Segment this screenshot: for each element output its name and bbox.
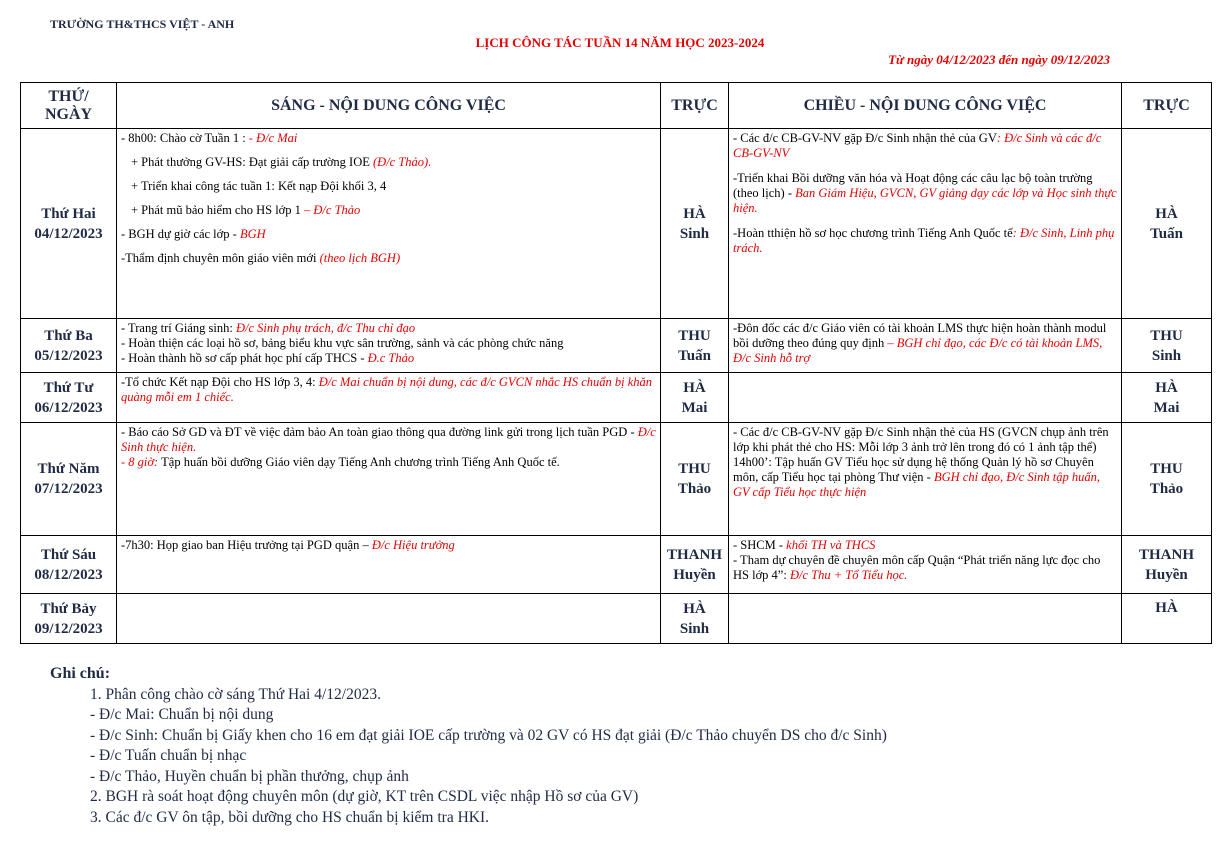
duty-name: Mai: [681, 399, 708, 416]
duty-name: Huyền: [1145, 566, 1188, 583]
duty-name: Thảo: [677, 481, 712, 497]
duty-name: HÀ: [1155, 379, 1178, 396]
content-text: -Triển khai Bồi dưỡng văn hóa và Hoạt động các câu lạc bộ toàn trường (theo lịch) -: [733, 171, 1093, 200]
header-morning: SÁNG - NỘI DUNG CÔNG VIỆC: [117, 83, 661, 129]
duty-name: Tuấn: [1150, 225, 1183, 242]
day-date: 04/12/2023: [34, 225, 103, 242]
content-text: - Báo cáo Sở GD và ĐT về việc đảm bảo An toàn giao thông qua đường link gửi trong lịch tuần PGD -: [121, 425, 638, 439]
content-line: [121, 251, 656, 266]
afternoon-cell: [729, 536, 1122, 594]
duty-afternoon-cell: [1122, 373, 1212, 423]
content-assignee: Đ/c Sinh thực hiện.: [121, 425, 656, 454]
afternoon-cell: [729, 423, 1122, 536]
content-text: - Hoàn thiện các loại hồ sơ, bảng biểu khu vực sân trường, sảnh và các phòng chức năng: [121, 336, 564, 350]
duty-afternoon-cell: [1122, 536, 1212, 594]
note-item: 1. Phân công chào cờ sáng Thứ Hai 4/12/2023.: [90, 685, 381, 703]
header-afternoon: CHIỀU - NỘI DUNG CÔNG VIỆC: [729, 83, 1122, 129]
content-assignee: Đ/c Thu + Tổ Tiểu học.: [789, 568, 908, 582]
day-name: Thứ Bảy: [40, 600, 97, 617]
content-line: [121, 455, 656, 470]
table-row: [21, 594, 1212, 644]
content-assignee: – Đ/c Thảo: [304, 203, 361, 217]
table-row: [21, 423, 1212, 536]
content-assignee: Đ.c Thảo: [367, 351, 415, 365]
school-name: TRƯỜNG TH&THCS VIỆT - ANH: [50, 17, 235, 31]
table-row: [21, 373, 1212, 423]
duty-name: THU: [678, 461, 711, 477]
content-line: [121, 155, 656, 170]
duty-morning-cell: [661, 423, 729, 536]
content-text: -Đôn đốc các đ/c Giáo viên có tài khoản LMS thực hiện hoàn thành modul bồi dưỡng theo đúng quy định: [733, 321, 1107, 350]
note-item: - Đ/c Mai: Chuẩn bị nội dung: [90, 706, 274, 723]
content-line: [121, 375, 656, 405]
table-row: [21, 129, 1212, 319]
content-text: + Phát mũ bảo hiểm cho HS lớp 1: [131, 203, 305, 217]
duty-name: THU: [1150, 327, 1183, 344]
content-assignee: (theo lịch BGH): [319, 251, 401, 265]
content-assignee: : Đ/c Sinh và các đ/c CB-GV-NV: [733, 131, 1102, 160]
day-cell: [21, 319, 117, 373]
content-assignee: BGH chỉ đạo, Đ/c Sinh tập huấn, GV cấp Tiểu học thực hiện: [733, 470, 1100, 499]
content-text: - SHCM -: [733, 538, 787, 552]
duty-afternoon-cell: [1122, 594, 1212, 644]
schedule-table: [20, 82, 1212, 644]
duty-name: HÀ: [1155, 205, 1178, 222]
content-text: -7h30: Họp giao ban Hiệu trưởng tại PGD quận –: [121, 538, 372, 552]
day-cell: [21, 594, 117, 644]
duty-name: Huyền: [673, 566, 716, 583]
content-line: [121, 425, 656, 455]
content-text: - BGH dự giờ các lớp -: [121, 227, 240, 241]
morning-cell: [117, 594, 661, 644]
day-date: 08/12/2023: [34, 566, 103, 583]
duty-name: THU: [1150, 461, 1183, 477]
day-cell: [21, 129, 117, 319]
table-row: [21, 319, 1212, 373]
morning-cell: [117, 319, 661, 373]
duty-morning-cell: [661, 373, 729, 423]
morning-cell: [117, 129, 661, 319]
table-row: [21, 536, 1212, 594]
content-assignee: Ban Giám Hiệu, GVCN, GV giảng dạy các lớp và Học sinh thực hiện.: [733, 186, 1117, 215]
duty-name: Sinh: [679, 225, 710, 242]
content-text: - Các đ/c CB-GV-NV gặp Đ/c Sinh nhận thẻ của GV: [733, 131, 997, 145]
duty-name: Mai: [1153, 399, 1180, 416]
duty-name: Sinh: [1151, 347, 1182, 364]
header-duty-morning: TRỰC: [661, 83, 729, 129]
content-line: [733, 455, 1117, 500]
duty-afternoon-cell: [1122, 129, 1212, 319]
content-text: + Triển khai công tác tuần 1: Kết nạp Đội khối 3, 4: [131, 179, 387, 193]
duty-name: Sinh: [679, 620, 710, 637]
content-text: -Thẩm định chuyên môn giáo viên mới: [121, 251, 320, 265]
content-line: [733, 171, 1117, 216]
content-line: [121, 336, 656, 351]
content-line: [733, 321, 1117, 366]
duty-afternoon-cell: [1122, 423, 1212, 536]
content-line: [121, 227, 656, 242]
note-item: - Đ/c Sinh: Chuẩn bị Giấy khen cho 16 em đạt giải IOE cấp trường và 02 GV có HS đạt giải (Đ/c Thảo chuyển DS cho đ/c Sinh): [90, 726, 887, 744]
duty-morning-cell: [661, 129, 729, 319]
content-line: [733, 553, 1117, 583]
afternoon-cell: [729, 373, 1122, 423]
content-assignee: khối TH và THCS: [786, 538, 876, 552]
day-name: Thứ Hai: [41, 205, 96, 222]
day-date: 07/12/2023: [34, 481, 103, 497]
content-line: [121, 203, 656, 218]
notes-title: Ghi chú:: [50, 665, 111, 682]
content-text: Tập huấn bồi dưỡng Giáo viên dạy Tiếng Anh chương trình Tiếng Anh Quốc tế.: [158, 455, 560, 469]
content-line: [733, 425, 1117, 455]
content-text: - Các đ/c CB-GV-NV gặp Đ/c Sinh nhận thẻ của HS (GVCN chụp ảnh trên lớp khi phát thẻ cho HS: Mỗi lớp 3 ảnh trở lên trong đó có 1 ảnh tập thể): [733, 425, 1109, 454]
afternoon-cell: [729, 319, 1122, 373]
morning-cell: [117, 536, 661, 594]
duty-name: Thảo: [1149, 481, 1184, 497]
day-date: 06/12/2023: [34, 399, 103, 416]
duty-morning-cell: [661, 536, 729, 594]
duty-name: HÀ: [1155, 600, 1178, 616]
content-line: [733, 538, 1117, 553]
duty-afternoon-cell: [1122, 319, 1212, 373]
content-line: [121, 179, 656, 194]
morning-cell: [117, 423, 661, 536]
content-assignee: - 8 giờ:: [121, 455, 159, 469]
day-cell: [21, 373, 117, 423]
note-item: 2. BGH rà soát hoạt động chuyên môn (dự giờ, KT trên CSDL việc nhập Hồ sơ của GV): [90, 788, 639, 805]
content-line: [733, 131, 1117, 161]
duty-name: HÀ: [683, 205, 706, 222]
content-text: + Phát thưởng GV-HS: Đạt giải cấp trường IOE: [131, 155, 374, 169]
content-line: [733, 226, 1117, 256]
notes-section: [50, 664, 887, 828]
morning-cell: [117, 373, 661, 423]
duty-name: Tuấn: [678, 347, 711, 364]
header-row: [21, 83, 1212, 129]
content-text: - 8h00: Chào cờ Tuần 1 :: [121, 131, 249, 145]
day-date: 09/12/2023: [34, 620, 103, 637]
afternoon-cell: [729, 594, 1122, 644]
duty-morning-cell: [661, 319, 729, 373]
note-item: 3. Các đ/c GV ôn tập, bồi dưỡng cho HS chuẩn bị kiểm tra HKI.: [90, 808, 490, 826]
content-text: 14h00’: Tập huấn GV Tiểu học sử dụng hệ thống Quản lý hồ sơ Chuyên môn, cấp Tiểu học tại phòng Thư viện -: [733, 455, 1094, 484]
content-text: - Tham dự chuyên đề chuyên môn cấp Quận “Phát triển năng lực đọc cho HS lớp 4”:: [733, 553, 1101, 582]
content-line: [121, 351, 656, 366]
day-cell: [21, 423, 117, 536]
duty-name: THANH: [666, 546, 722, 563]
content-assignee: - Đ/c Mai: [248, 131, 298, 145]
content-assignee: BGH: [239, 227, 266, 241]
content-text: - Trang trí Giáng sinh:: [121, 321, 236, 335]
date-range: Từ ngày 04/12/2023 đến ngày 09/12/2023: [888, 52, 1110, 67]
content-assignee: Đ/c Mai chuẩn bị nội dung, các đ/c GVCN nhắc HS chuẩn bị khăn quàng mỗi em 1 chiếc.: [121, 375, 653, 404]
content-assignee: Đ/c Hiệu trưởng: [371, 538, 455, 552]
day-date: 05/12/2023: [34, 347, 103, 364]
duty-name: HÀ: [683, 600, 706, 617]
content-line: [121, 321, 656, 336]
content-text: -Hoàn tthiện hồ sơ học chương trình Tiếng Anh Quốc tế: [733, 226, 1013, 240]
content-assignee: – BGH chỉ đạo, các Đ/c có tài khoản LMS, Đ/c Sinh hỗ trợ: [733, 336, 1103, 365]
page-title: LỊCH CÔNG TÁC TUẦN 14 NĂM HỌC 2023-2024: [475, 35, 765, 50]
day-name: Thứ Sáu: [40, 546, 97, 563]
content-assignee: (Đ/c Thảo).: [373, 155, 432, 169]
header-duty-afternoon: TRỰC: [1122, 83, 1212, 129]
duty-name: HÀ: [683, 379, 706, 396]
note-item: - Đ/c Thảo, Huyền chuẩn bị phần thưởng, chụp ảnh: [90, 767, 409, 785]
note-item: - Đ/c Tuấn chuẩn bị nhạc: [90, 747, 247, 764]
day-cell: [21, 536, 117, 594]
content-text: -Tổ chức Kết nạp Đội cho HS lớp 3, 4:: [121, 375, 319, 389]
duty-name: THU: [678, 327, 711, 344]
day-name: Thứ Ba: [44, 327, 93, 344]
content-text: - Hoàn thành hồ sơ cấp phát học phí cấp THCS -: [121, 351, 368, 365]
content-assignee: : Đ/c Sinh, Linh phụ trách.: [733, 226, 1115, 255]
day-name: Thứ Tư: [43, 379, 94, 396]
content-line: [121, 131, 656, 146]
header-day: THỨ/ NGÀY: [21, 83, 117, 129]
afternoon-cell: [729, 129, 1122, 319]
content-line: [121, 538, 656, 553]
duty-morning-cell: [661, 594, 729, 644]
duty-name: THANH: [1138, 546, 1194, 563]
day-name: Thứ Năm: [37, 461, 100, 477]
content-assignee: Đ/c Sinh phụ trách, đ/c Thu chỉ đạo: [235, 321, 416, 335]
